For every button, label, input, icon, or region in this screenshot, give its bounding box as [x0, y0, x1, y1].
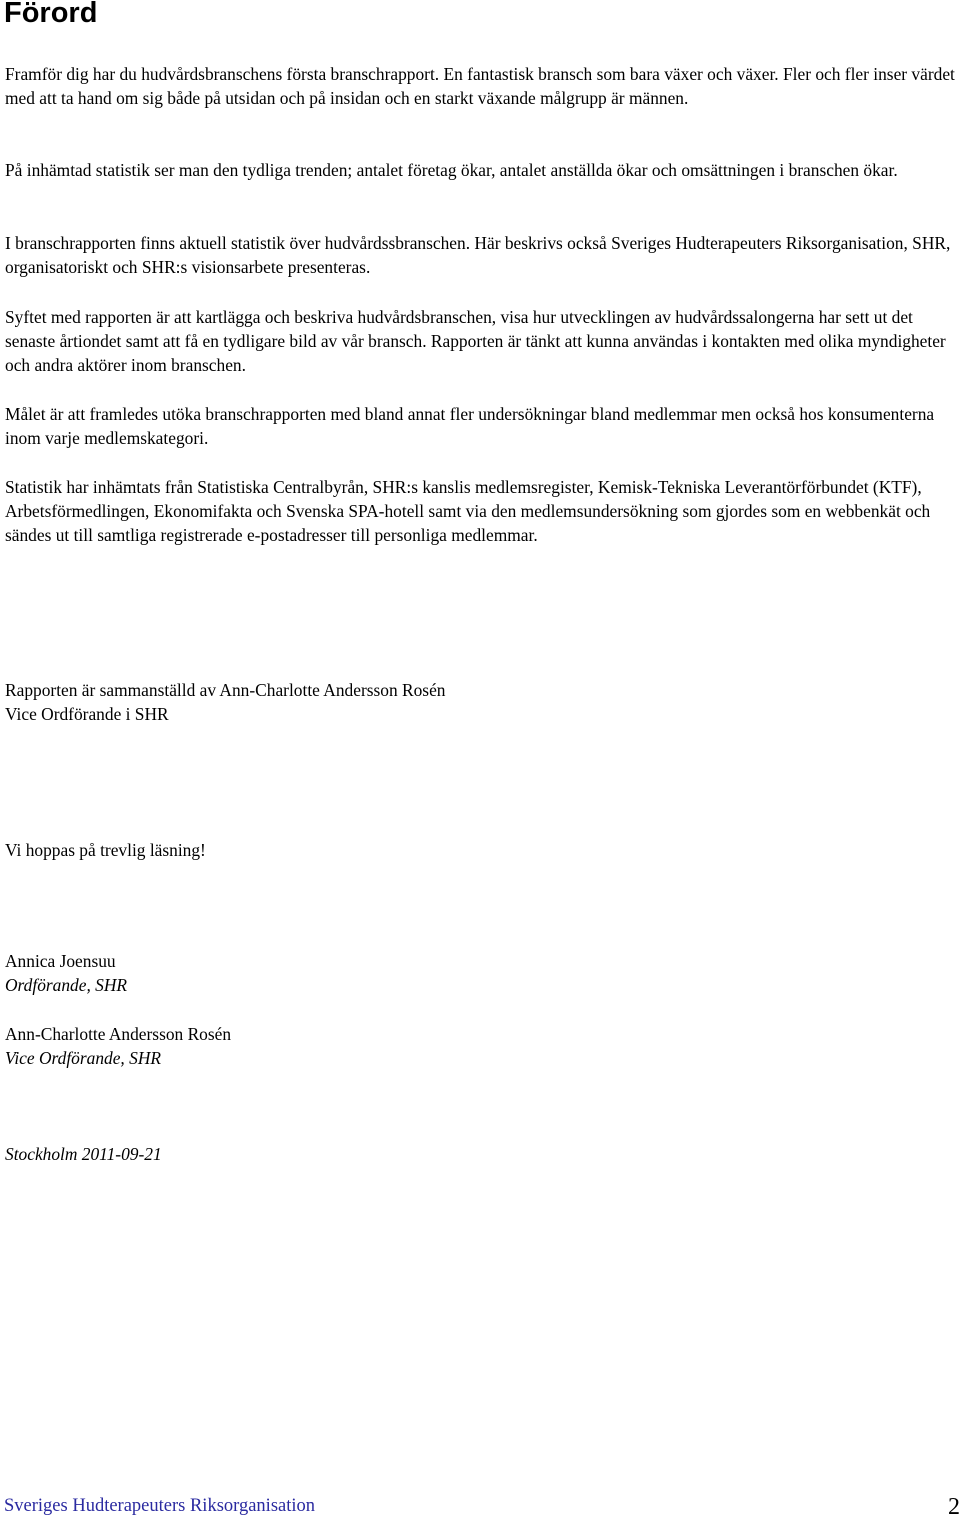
signatory-title: Ordförande, SHR: [5, 975, 128, 995]
signatory-name: Annica Joensuu: [5, 951, 116, 971]
intro-paragraph: Framför dig har du hudvårdsbranschens första branschrapport. En fantastisk bransch som bara växer och växer. Fler och fler inser värdet med att ta hand om sig både på utsidan och på insidan och en starkt växande målgrupp är männen.: [5, 64, 955, 109]
goal-paragraph: Målet är att framledes utöka branschrapporten med bland annat fler undersökningar bland medlemmar men också hos konsumenterna inom varje medlemskategori.: [5, 404, 935, 449]
statistics-paragraph: I branschrapporten finns aktuell statistik över hudvårdssbranschen. Här beskrivs också Sveriges Hudterapeuters Riksorganisation, SHR, organisatoriskt och SHR:s visionsarbete presenteras.: [5, 233, 951, 278]
footer-organization: Sveriges Hudterapeuters Riksorganisation: [4, 1496, 316, 1516]
place-date: Stockholm 2011-09-21: [5, 1144, 162, 1164]
compiled-by-title: Vice Ordförande i SHR: [5, 704, 169, 724]
compiled-by-line: Rapporten är sammanställd av Ann-Charlotte Andersson Rosén: [5, 680, 446, 700]
sources-paragraph: Statistik har inhämtats från Statistiska Centralbyrån, SHR:s kanslis medlemsregister, Kemisk-Tekniska Leverantörförbundet (KTF), Arbetsförmedlingen, Ekonomifakta och Svenska SPA-hotell samt via den medlemsundersökning som gjordes som en webbenkät och sändes ut till samtliga registrerade e-postadresser till personliga medlemmar.: [5, 477, 931, 546]
page-title: Förord: [4, 0, 98, 29]
purpose-paragraph: Syftet med rapporten är att kartlägga och beskriva hudvårdsbranschen, visa hur utvecklingen av hudvårdssalongerna har sett ut det senaste årtiondet samt att få en tydligare bild av vår bransch. Rapporten är tänkt att kunna användas i kontakten med olika myndigheter och andra aktörer inom branschen.: [5, 307, 946, 376]
signatory-name: Ann-Charlotte Andersson Rosén: [5, 1024, 232, 1044]
closing-line: Vi hoppas på trevlig läsning!: [5, 840, 206, 860]
trend-paragraph: På inhämtad statistik ser man den tydliga trenden; antalet företag ökar, antalet anställda ökar och omsättningen i branschen ökar.: [5, 160, 898, 180]
page-number: 2: [948, 1494, 960, 1520]
signatory-title: Vice Ordförande, SHR: [5, 1048, 161, 1068]
